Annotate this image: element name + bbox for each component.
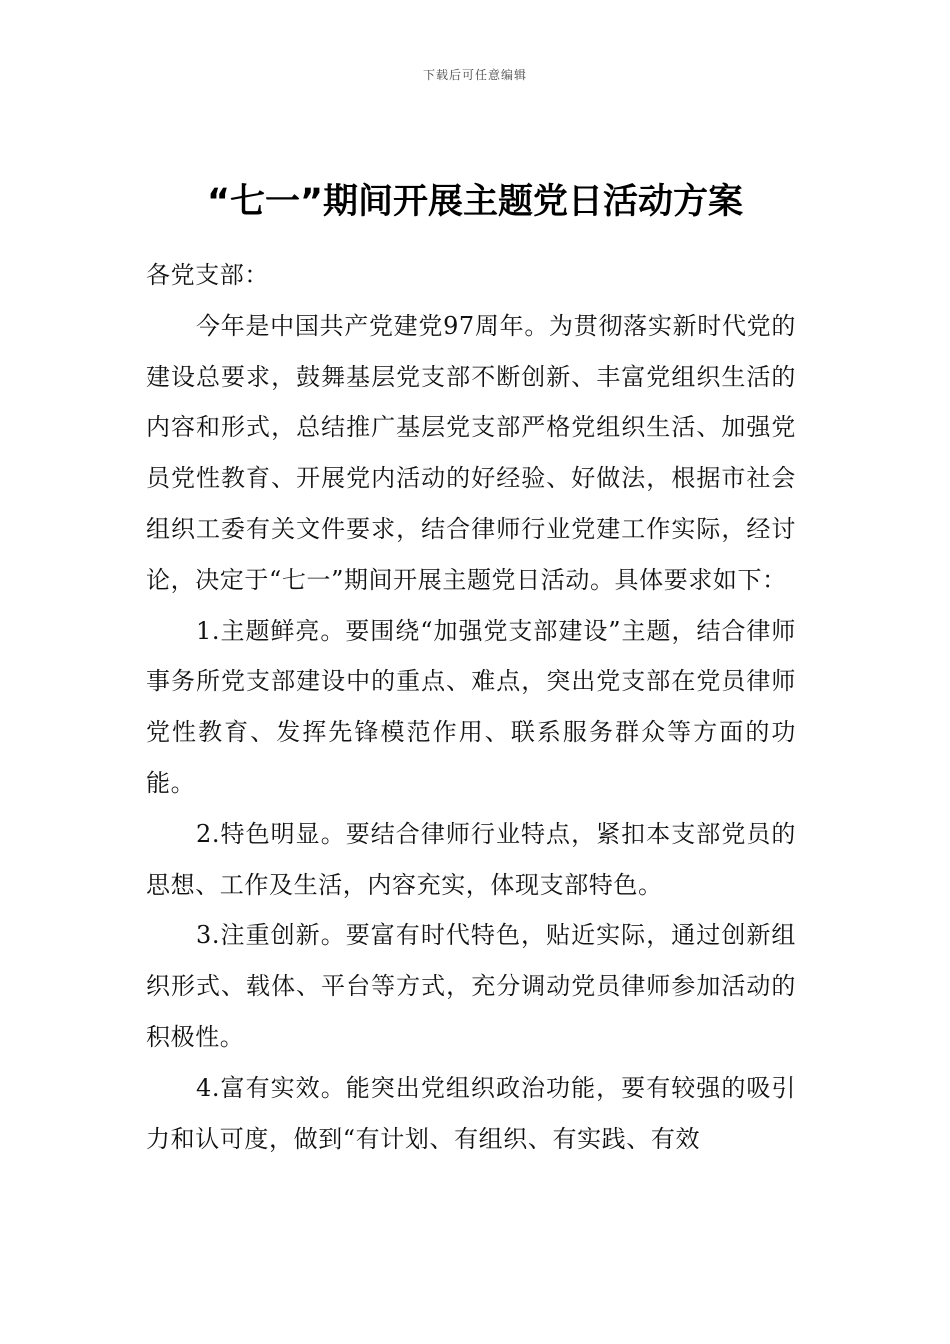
salutation: 各党支部： — [146, 261, 269, 289]
requirement-item-3: 3.注重创新。要富有时代特色，贴近实际，通过创新组织形式、载体、平台等方式，充分调动党员律师参加活动的积极性。 — [146, 921, 796, 1051]
document-body — [146, 250, 796, 1164]
requirement-item-2: 2.特色明显。要结合律师行业特点，紧扣本支部党员的思想、工作及生活，内容充实，体现支部特色。 — [146, 819, 796, 899]
document-title: “七一”期间开展主题党日活动方案 — [206, 182, 743, 222]
intro-paragraph: 今年是中国共产党建党97周年。为贯彻落实新时代党的建设总要求，鼓舞基层党支部不断创新、丰富党组织生活的内容和形式，总结推广基层党支部严格党组织生活、加强党员党性教育、开展党内活动的好经验、好做法，根据市社会组织工委有关文件要求，结合律师行业党建工作实际，经讨论，决定于“七一”期间开展主题党日活动。具体要求如下： — [146, 311, 796, 594]
header-note: 下载后可任意编辑 — [422, 68, 527, 82]
requirement-item-4: 4.富有实效。能突出党组织政治功能，要有较强的吸引力和认可度，做到“有计划、有组织、有实践、有效 — [146, 1073, 796, 1153]
requirement-item-1: 1.主题鲜亮。要围绕“加强党支部建设”主题，结合律师事务所党支部建设中的重点、难点，突出党支部在党员律师党性教育、发挥先锋模范作用、联系服务群众等方面的功能。 — [146, 616, 796, 797]
